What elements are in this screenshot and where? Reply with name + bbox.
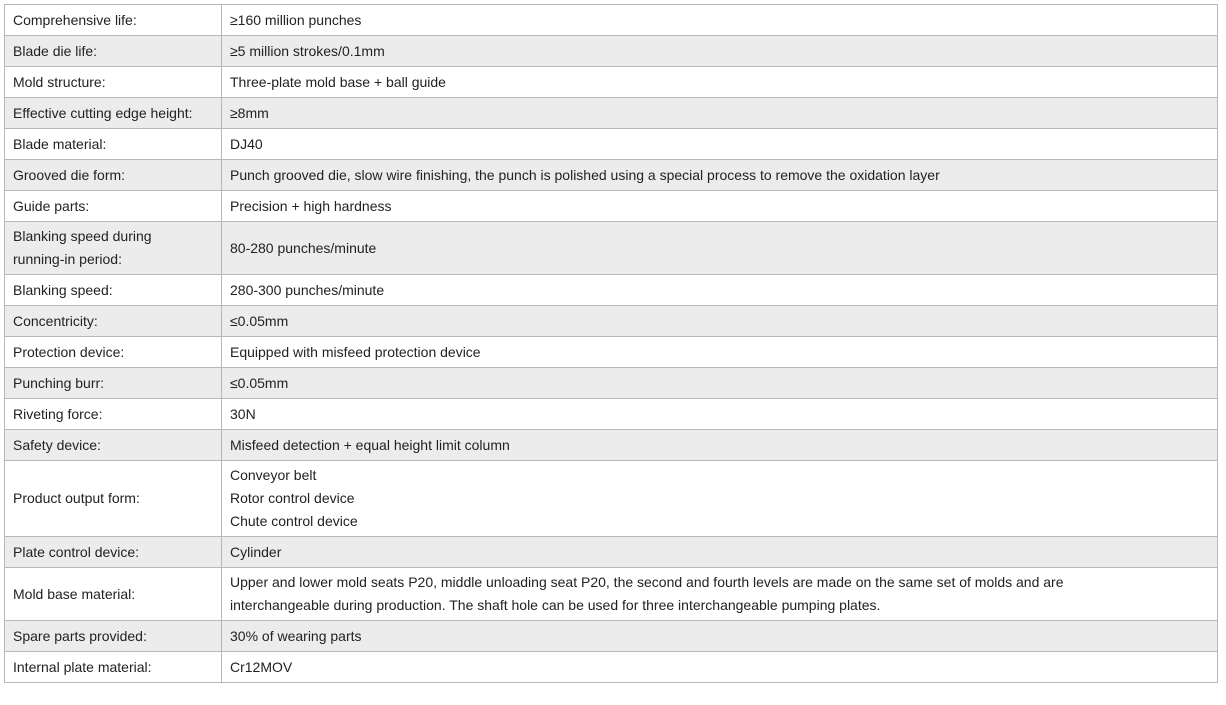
spec-label-grooved-die-form: Grooved die form: bbox=[5, 160, 222, 191]
spec-value-punching-burr: ≤0.05mm bbox=[222, 368, 1218, 399]
spec-value-blade-die-life: ≥5 million strokes/0.1mm bbox=[222, 36, 1218, 67]
spec-label-plate-control-device: Plate control device: bbox=[5, 537, 222, 568]
spec-value-protection-device: Equipped with misfeed protection device bbox=[222, 337, 1218, 368]
spec-value-blanking-speed: 280-300 punches/minute bbox=[222, 275, 1218, 306]
spec-value-concentricity: ≤0.05mm bbox=[222, 306, 1218, 337]
spec-value-mold-base-material bbox=[222, 568, 1218, 621]
spec-label-blanking-speed: Blanking speed: bbox=[5, 275, 222, 306]
table-row bbox=[5, 222, 1218, 275]
spec-label-internal-plate-material: Internal plate material: bbox=[5, 652, 222, 683]
spec-label-running-in-speed bbox=[5, 222, 222, 275]
spec-value-line: Chute control device bbox=[230, 513, 358, 529]
spec-value-plate-control-device: Cylinder bbox=[222, 537, 1218, 568]
spec-table bbox=[4, 4, 1218, 683]
table-row bbox=[5, 160, 1218, 191]
table-row bbox=[5, 430, 1218, 461]
spec-label-line: Blanking speed during bbox=[13, 228, 152, 244]
spec-label-mold-base-material: Mold base material: bbox=[5, 568, 222, 621]
spec-label-cutting-edge-height: Effective cutting edge height: bbox=[5, 98, 222, 129]
spec-value-comprehensive-life: ≥160 million punches bbox=[222, 5, 1218, 36]
table-row bbox=[5, 129, 1218, 160]
spec-value-safety-device: Misfeed detection + equal height limit column bbox=[222, 430, 1218, 461]
table-row bbox=[5, 368, 1218, 399]
table-row bbox=[5, 191, 1218, 222]
spec-value-product-output-form bbox=[222, 461, 1218, 537]
spec-label-punching-burr: Punching burr: bbox=[5, 368, 222, 399]
spec-label-blade-die-life: Blade die life: bbox=[5, 36, 222, 67]
table-row bbox=[5, 275, 1218, 306]
table-row bbox=[5, 5, 1218, 36]
table-row bbox=[5, 67, 1218, 98]
table-row bbox=[5, 621, 1218, 652]
spec-value-line: Upper and lower mold seats P20, middle unloading seat P20, the second and fourth levels are made on the same set of molds and are bbox=[230, 574, 1064, 590]
spec-label-riveting-force: Riveting force: bbox=[5, 399, 222, 430]
table-row bbox=[5, 399, 1218, 430]
spec-label-comprehensive-life: Comprehensive life: bbox=[5, 5, 222, 36]
spec-value-cutting-edge-height: ≥8mm bbox=[222, 98, 1218, 129]
spec-label-blade-material: Blade material: bbox=[5, 129, 222, 160]
spec-value-riveting-force: 30N bbox=[222, 399, 1218, 430]
table-row bbox=[5, 306, 1218, 337]
spec-label-safety-device: Safety device: bbox=[5, 430, 222, 461]
spec-label-guide-parts: Guide parts: bbox=[5, 191, 222, 222]
spec-value-internal-plate-material: Cr12MOV bbox=[222, 652, 1218, 683]
spec-value-guide-parts: Precision + high hardness bbox=[222, 191, 1218, 222]
table-row bbox=[5, 568, 1218, 621]
table-row bbox=[5, 337, 1218, 368]
table-row bbox=[5, 652, 1218, 683]
spec-label-concentricity: Concentricity: bbox=[5, 306, 222, 337]
spec-label-mold-structure: Mold structure: bbox=[5, 67, 222, 98]
spec-value-blade-material: DJ40 bbox=[222, 129, 1218, 160]
spec-value-line: interchangeable during production. The shaft hole can be used for three interchangeable pumping plates. bbox=[230, 597, 881, 613]
spec-label-product-output-form: Product output form: bbox=[5, 461, 222, 537]
spec-label-protection-device: Protection device: bbox=[5, 337, 222, 368]
spec-value-line: Rotor control device bbox=[230, 490, 355, 506]
spec-value-grooved-die-form: Punch grooved die, slow wire finishing, the punch is polished using a special process to remove the oxidation layer bbox=[222, 160, 1218, 191]
spec-value-running-in-speed: 80-280 punches/minute bbox=[222, 222, 1218, 275]
spec-label-line: running-in period: bbox=[13, 251, 122, 267]
spec-label-spare-parts: Spare parts provided: bbox=[5, 621, 222, 652]
table-row bbox=[5, 461, 1218, 537]
spec-value-line: Conveyor belt bbox=[230, 467, 317, 483]
spec-value-spare-parts: 30% of wearing parts bbox=[222, 621, 1218, 652]
spec-value-mold-structure: Three-plate mold base + ball guide bbox=[222, 67, 1218, 98]
table-row bbox=[5, 36, 1218, 67]
table-row bbox=[5, 537, 1218, 568]
table-row bbox=[5, 98, 1218, 129]
